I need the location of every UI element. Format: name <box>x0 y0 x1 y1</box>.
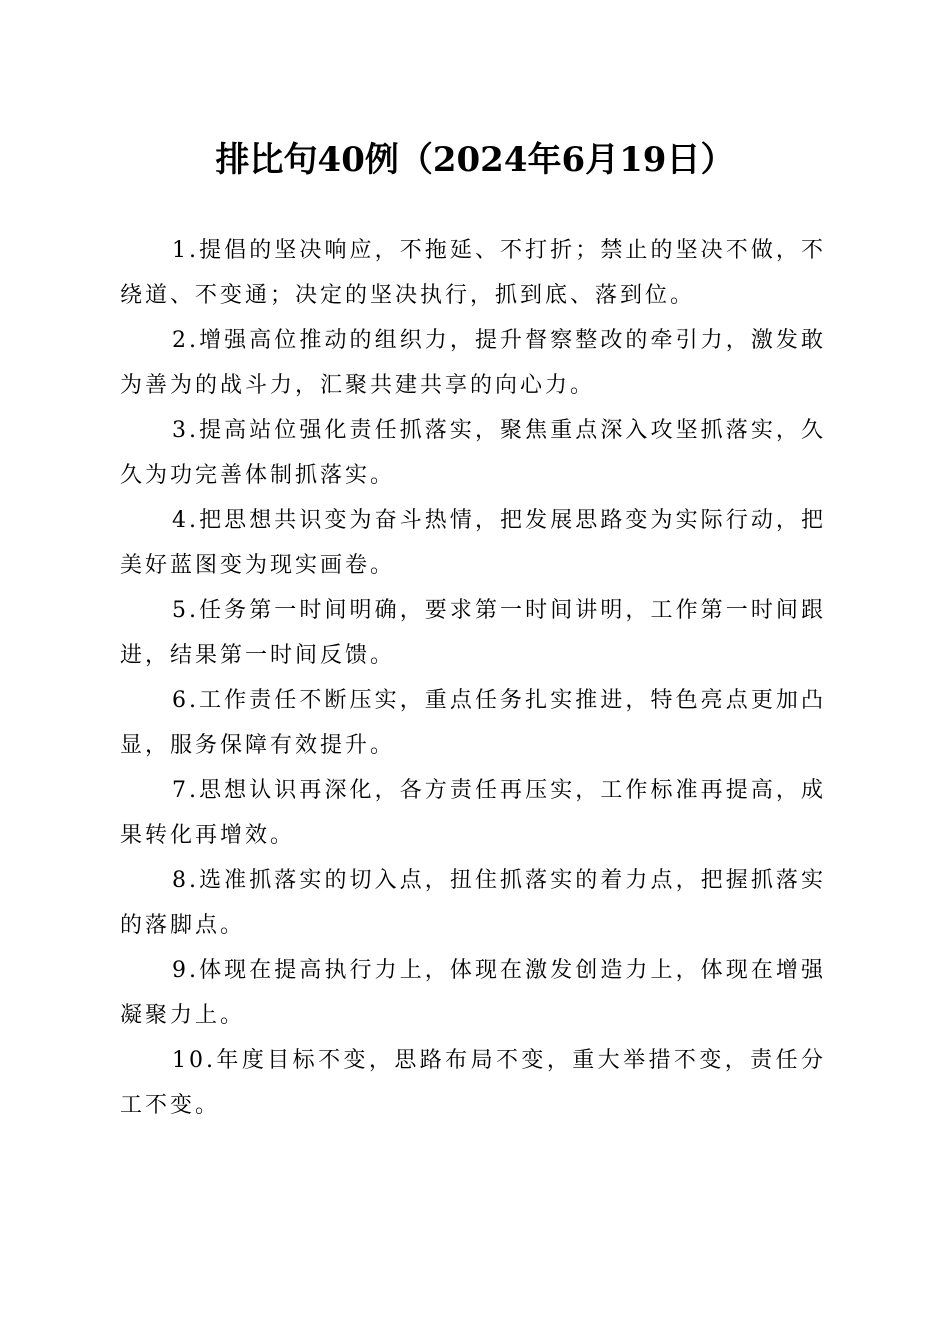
paragraph-1: 1.提倡的坚决响应，不拖延、不打折；禁止的坚决不做，不绕道、不变通；决定的坚决执行，抓到底、落到位。 <box>120 238 826 308</box>
paragraph-7: 7.思想认识再深化，各方责任再压实，工作标准再提高，成果转化再增效。 <box>120 778 826 848</box>
paragraph-3: 3.提高站位强化责任抓落实，聚焦重点深入攻坚抓落实，久久为功完善体制抓落实。 <box>120 418 826 488</box>
paragraph-10: 10.年度目标不变，思路布局不变，重大举措不变，责任分工不变。 <box>120 1048 826 1118</box>
paragraph-4: 4.把思想共识变为奋斗热情，把发展思路变为实际行动，把美好蓝图变为现实画卷。 <box>120 508 826 578</box>
paragraph-2: 2.增强高位推动的组织力，提升督察整改的牵引力，激发敢为善为的战斗力，汇聚共建共享的向心力。 <box>120 328 826 398</box>
paragraph-6: 6.工作责任不断压实，重点任务扎实推进，特色亮点更加凸显，服务保障有效提升。 <box>120 688 826 758</box>
paragraph-5: 5.任务第一时间明确，要求第一时间讲明，工作第一时间跟进，结果第一时间反馈。 <box>120 598 826 668</box>
document-body <box>120 228 826 1128</box>
document-title: 排比句40例（2024年6月19日） <box>215 140 735 180</box>
paragraph-9: 9.体现在提高执行力上，体现在激发创造力上，体现在增强凝聚力上。 <box>120 958 826 1028</box>
paragraph-8: 8.选准抓落实的切入点，扭住抓落实的着力点，把握抓落实的落脚点。 <box>120 868 826 938</box>
